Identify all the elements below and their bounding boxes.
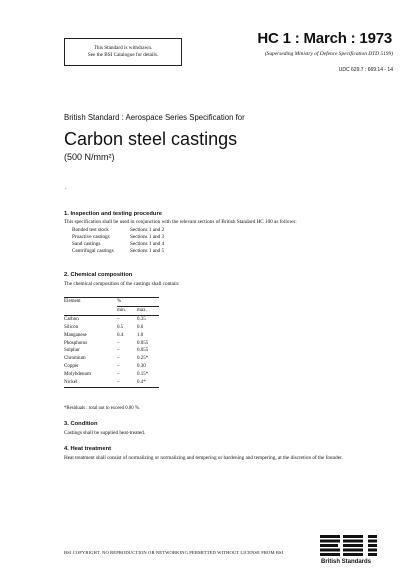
table-cell-element: Chromium xyxy=(64,356,86,362)
list-item xyxy=(72,240,164,247)
section-text: The chemical composition of the castings shall contain: xyxy=(64,281,180,287)
table-row xyxy=(64,340,159,348)
table-row xyxy=(64,355,159,363)
table-cell-max: 0.6 xyxy=(137,324,144,330)
withdrawn-notice-line: See the BSI Catalogue for details. xyxy=(87,52,159,58)
table-cell-min: 0.5 xyxy=(117,324,124,330)
standard-number: HC 1 : March : 1973 xyxy=(257,30,392,47)
chemical-composition-table xyxy=(64,297,159,388)
table-cell-element: Silicon xyxy=(64,324,79,330)
table-cell-max: 0.30 xyxy=(137,364,146,370)
table-cell-element: Carbon xyxy=(64,316,79,322)
section-heading-heat-treatment: 4. Heat treatment xyxy=(64,446,112,452)
udc-code: UDC 629.7 : 669.14 - 14 xyxy=(338,67,393,73)
column-header-min: min. xyxy=(117,306,137,315)
table-cell-element: Nickel xyxy=(64,379,117,387)
table-row xyxy=(64,332,159,340)
list-item xyxy=(72,233,164,240)
table-footnote: *Residuals : total not to exceed 0.80 %. xyxy=(64,406,141,411)
table-cell-min: – xyxy=(117,316,120,322)
section-heading-chemical: 2. Chemical composition xyxy=(64,272,133,278)
section-text: Heat treatment shall consist of normalizing or normalizing and tempering or hardening and tempering, at the discretion of the founder. xyxy=(64,455,343,461)
table-header-row xyxy=(64,298,159,307)
copyright-line: BSI COPYRIGHT. NO REPRODUCTION OR NETWORKING PERMITTED WITHOUT LICENSE FROM BSI xyxy=(64,550,284,555)
list-item xyxy=(72,226,164,233)
list-item-ref: Sections 1 and 5 xyxy=(130,247,165,254)
section-heading-condition: 3. Condition xyxy=(64,421,98,427)
table-cell-min: – xyxy=(117,372,120,378)
column-header-percent: % xyxy=(117,298,159,307)
table-cell-max: 0.055 xyxy=(137,340,149,346)
list-item-name: Proactive castings xyxy=(72,233,110,240)
inspection-list xyxy=(72,226,164,254)
marker-dot: . xyxy=(65,185,67,191)
withdrawn-notice-box xyxy=(64,38,182,66)
table-cell-min: – xyxy=(117,379,137,387)
page-subtitle: (500 N/mm²) xyxy=(64,152,115,162)
withdrawn-notice-line: This Standard is withdrawn. xyxy=(93,45,153,51)
list-item-name: Centrifugal castings xyxy=(72,247,114,254)
list-item-name: Sand castings xyxy=(72,240,101,247)
table-cell-max: 0.055 xyxy=(137,348,149,354)
table-subheader-row xyxy=(64,306,159,315)
table-cell-element: Manganese xyxy=(64,332,87,338)
table-row xyxy=(64,347,159,355)
table-cell-max: 0.35 xyxy=(137,316,146,322)
table-cell-min: 0.4 xyxy=(117,332,124,338)
section-heading-inspection: 1. Inspection and testing procedure xyxy=(64,211,162,217)
table-cell-element: Copper xyxy=(64,364,79,370)
table-cell-max: 0.4* xyxy=(137,379,159,387)
table-cell-element: Sulphur xyxy=(64,348,80,354)
bsi-logo-icon xyxy=(320,534,384,556)
table-cell-max: 0.15* xyxy=(137,372,149,378)
page-title: Carbon steel castings xyxy=(64,129,238,149)
table-cell-max: 0.25* xyxy=(137,356,149,362)
table-row xyxy=(64,363,159,371)
column-header-max: max. xyxy=(137,306,159,315)
section-body-inspection xyxy=(64,219,297,254)
table-cell-min: – xyxy=(117,340,120,346)
table-cell-element: Phosphorus xyxy=(64,340,88,346)
supersedes-note: (Superseding Ministry of Defence Specification DTD 5199) xyxy=(264,51,393,57)
table-row xyxy=(64,324,159,332)
table-cell-min: – xyxy=(117,356,120,362)
table-cell-min: – xyxy=(117,364,120,370)
table-row xyxy=(64,379,159,387)
table-cell-max: 1.0 xyxy=(137,332,144,338)
table-cell-element: Molybdenum xyxy=(64,372,91,378)
list-item-ref: Sections 1 and 2 xyxy=(130,226,165,233)
section-text: Castings shall be supplied heat-treated. xyxy=(64,430,146,436)
list-item-ref: Sections 1 and 4 xyxy=(130,240,165,247)
list-item-name: Bonded test stock xyxy=(72,226,109,233)
column-header-element: Element xyxy=(64,298,117,307)
bsi-logo-caption: British Standards xyxy=(321,559,372,565)
list-item xyxy=(72,247,164,254)
series-line: British Standard : Aerospace Series Specification for xyxy=(64,113,245,122)
table-row xyxy=(64,315,159,323)
table-row xyxy=(64,371,159,379)
section-text: This specification shall be used in conjunction with the relevant sections of British Standard HC 100 as follows: xyxy=(64,219,297,225)
list-item-ref: Sections 1 and 3 xyxy=(130,233,165,240)
table-cell-min: – xyxy=(117,348,120,354)
